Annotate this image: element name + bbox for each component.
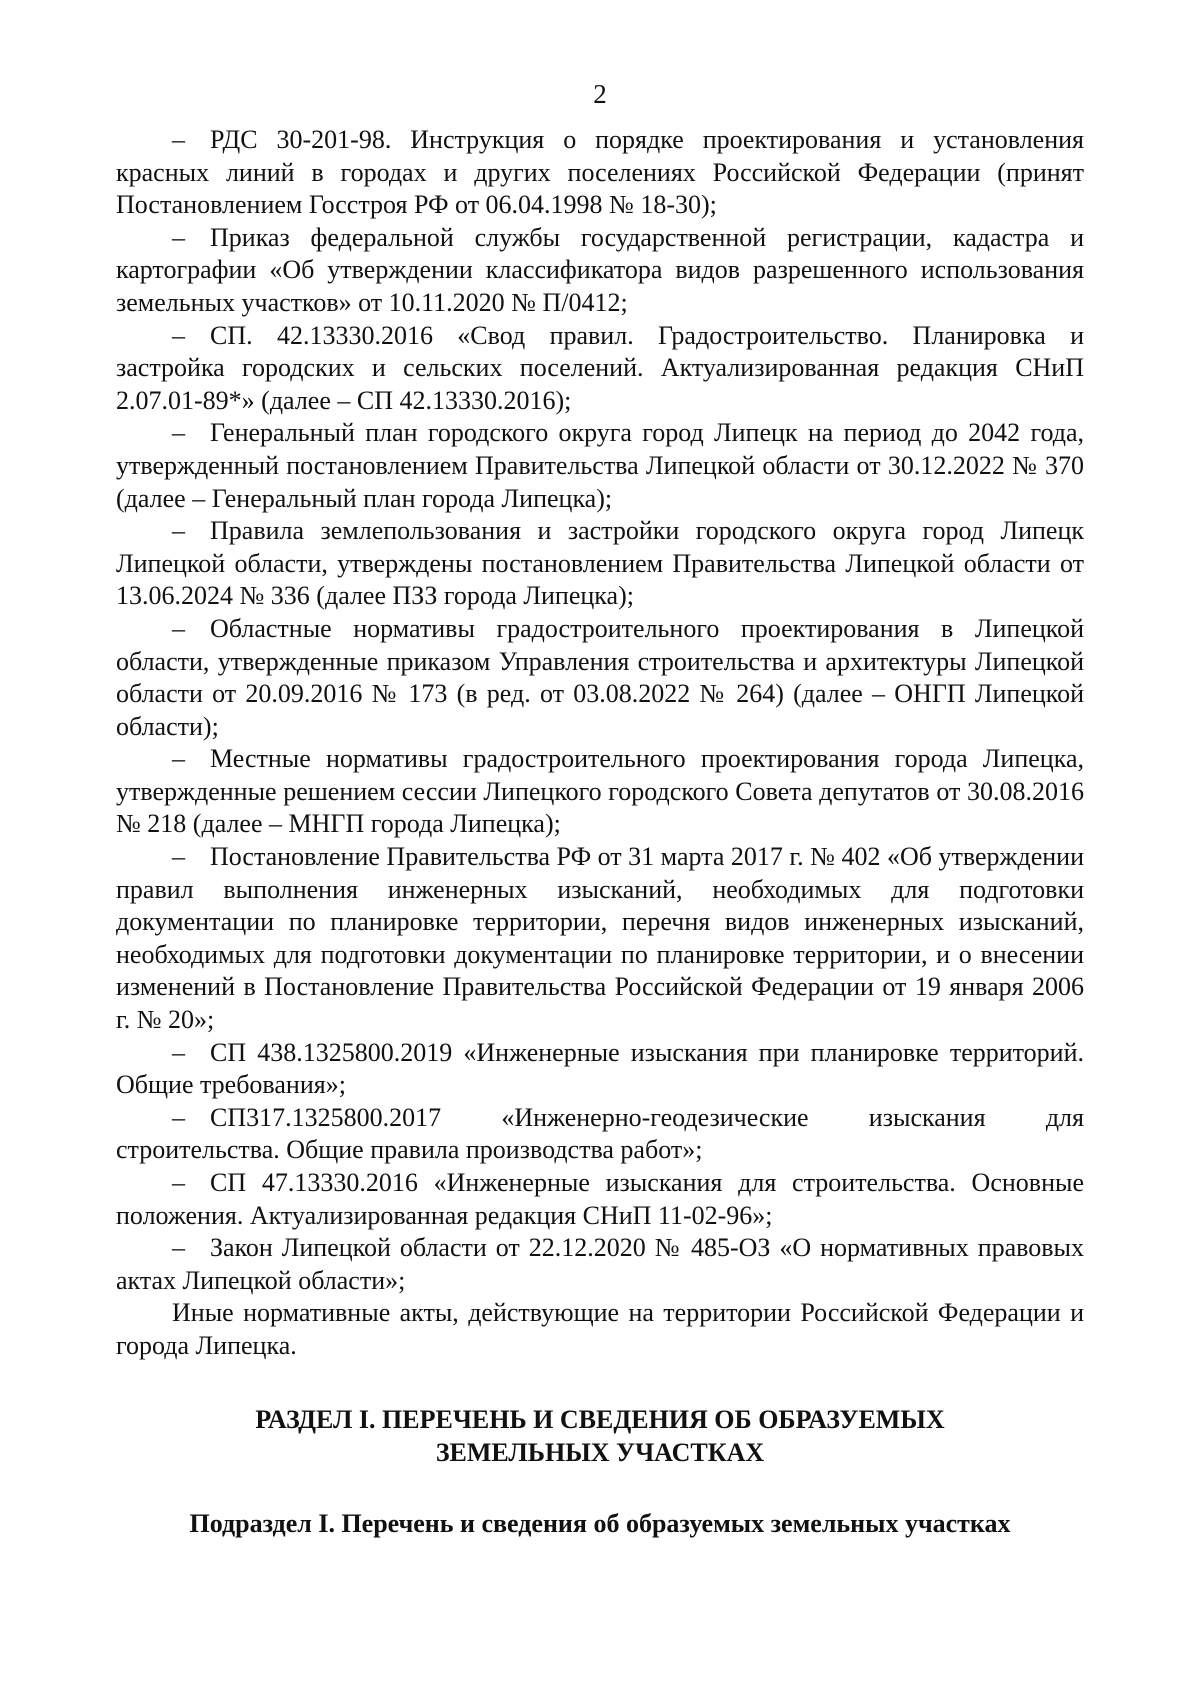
list-item-text: Правила землепользования и застройки городского округа город Липецк Липецкой области, утверждены постановлением Правительства Липецкой области от 13.06.2024 № 336 (далее ПЗЗ города Липецка); [116,516,1084,611]
dash-marker: – [172,516,185,546]
list-item-text: Генеральный план городского округа город Липецк на период до 2042 года, утвержденный постановлением Правительства Липецкой области от 30.12.2022 № 370 (далее – Генеральный план города Липецка); [116,418,1084,513]
section-heading-line: ЗЕМЕЛЬНЫХ УЧАСТКАХ [435,1437,765,1467]
dash-marker: – [172,744,185,774]
list-item [116,417,1084,515]
list-item-text: Закон Липецкой области от 22.12.2020 № 485-ОЗ «О нормативных правовых актах Липецкой области»; [116,1233,1084,1295]
list-item [116,124,1084,222]
list-item-text: РДС 30-201-98. Инструкция о порядке проектирования и установления красных линий в городах и других поселениях Российской Федерации (принят Постановлением Госстроя РФ от 06.04.1998 № 18-30); [116,125,1084,220]
list-item [116,841,1084,1037]
list-item-text: СП. 42.13330.2016 «Свод правил. Градостроительство. Планировка и застройка городских и сельских поселений. Актуализированная редакция СНиП 2.07.01-89*» (далее – СП 42.13330.2016); [116,320,1084,415]
dash-marker: – [172,125,185,154]
dash-marker: – [172,613,185,643]
closing-paragraph: Иные нормативные акты, действующие на территории Российской Федерации и города Липецка. [116,1298,1084,1360]
list-item [116,1167,1084,1232]
list-item [116,320,1084,418]
list-item [116,515,1084,613]
dash-marker: – [172,320,185,350]
dash-marker: – [172,222,185,252]
document-body [116,124,1084,1363]
list-item-text: СП317.1325800.2017 «Инженерно-геодезические изыскания для строительства. Общие правила производства работ»; [116,1102,1084,1165]
list-item [116,613,1084,743]
dash-marker: – [172,1233,185,1263]
list-item-text: СП 438.1325800.2019 «Инженерные изыскания при планировке территорий. Общие требования»; [116,1037,1084,1100]
list-item-text: СП 47.13330.2016 «Инженерные изыскания для строительства. Основные положения. Актуализированная редакция СНиП 11-02-96»; [116,1168,1084,1230]
list-item [116,1037,1084,1102]
dash-marker: – [172,418,185,448]
list-item [116,1232,1084,1297]
dash-marker: – [172,1168,185,1197]
page-number: 2 [593,79,607,109]
section-heading [116,1403,1084,1469]
list-item-text: Областные нормативы градостроительного проектирования в Липецкой области, утвержденные приказом Управления строительства и архитектуры Липецкой области от 20.09.2016 № 173 (в ред. от 03.08.2022 № 264) (далее – ОНГП Липецкой области); [116,613,1084,741]
dash-marker: – [172,842,185,872]
section-heading-line: РАЗДЕЛ I. ПЕРЕЧЕНЬ И СВЕДЕНИЯ ОБ ОБРАЗУЕМЫХ [255,1404,945,1434]
list-item [116,743,1084,841]
list-item-text: Постановление Правительства РФ от 31 марта 2017 г. № 402 «Об утверждении правил выполнения инженерных изысканий, необходимых для подготовки документации по планировке территории, перечня видов инженерных изысканий, необходимых для подготовки документации по планировке территории, и о внесении изменений в Постановление Правительства Российской Федерации от 19 января 2006 г. № 20»; [116,842,1084,1035]
list-item-text: Приказ федеральной службы государственной регистрации, кадастра и картографии «Об утверждении классификатора видов разрешенного использования земельных участков» от 10.11.2020 № П/0412; [116,222,1084,317]
list-item [116,1102,1084,1167]
subsection-heading: Подраздел I. Перечень и сведения об образуемых земельных участках [189,1508,1011,1538]
dash-marker: – [172,1037,185,1067]
list-item [116,222,1084,320]
dash-marker: – [172,1102,185,1132]
list-item-text: Местные нормативы градостроительного проектирования города Липецка, утвержденные решением сессии Липецкого городского Совета депутатов от 30.08.2016 № 218 (далее – МНГП города Липецка); [116,744,1084,839]
